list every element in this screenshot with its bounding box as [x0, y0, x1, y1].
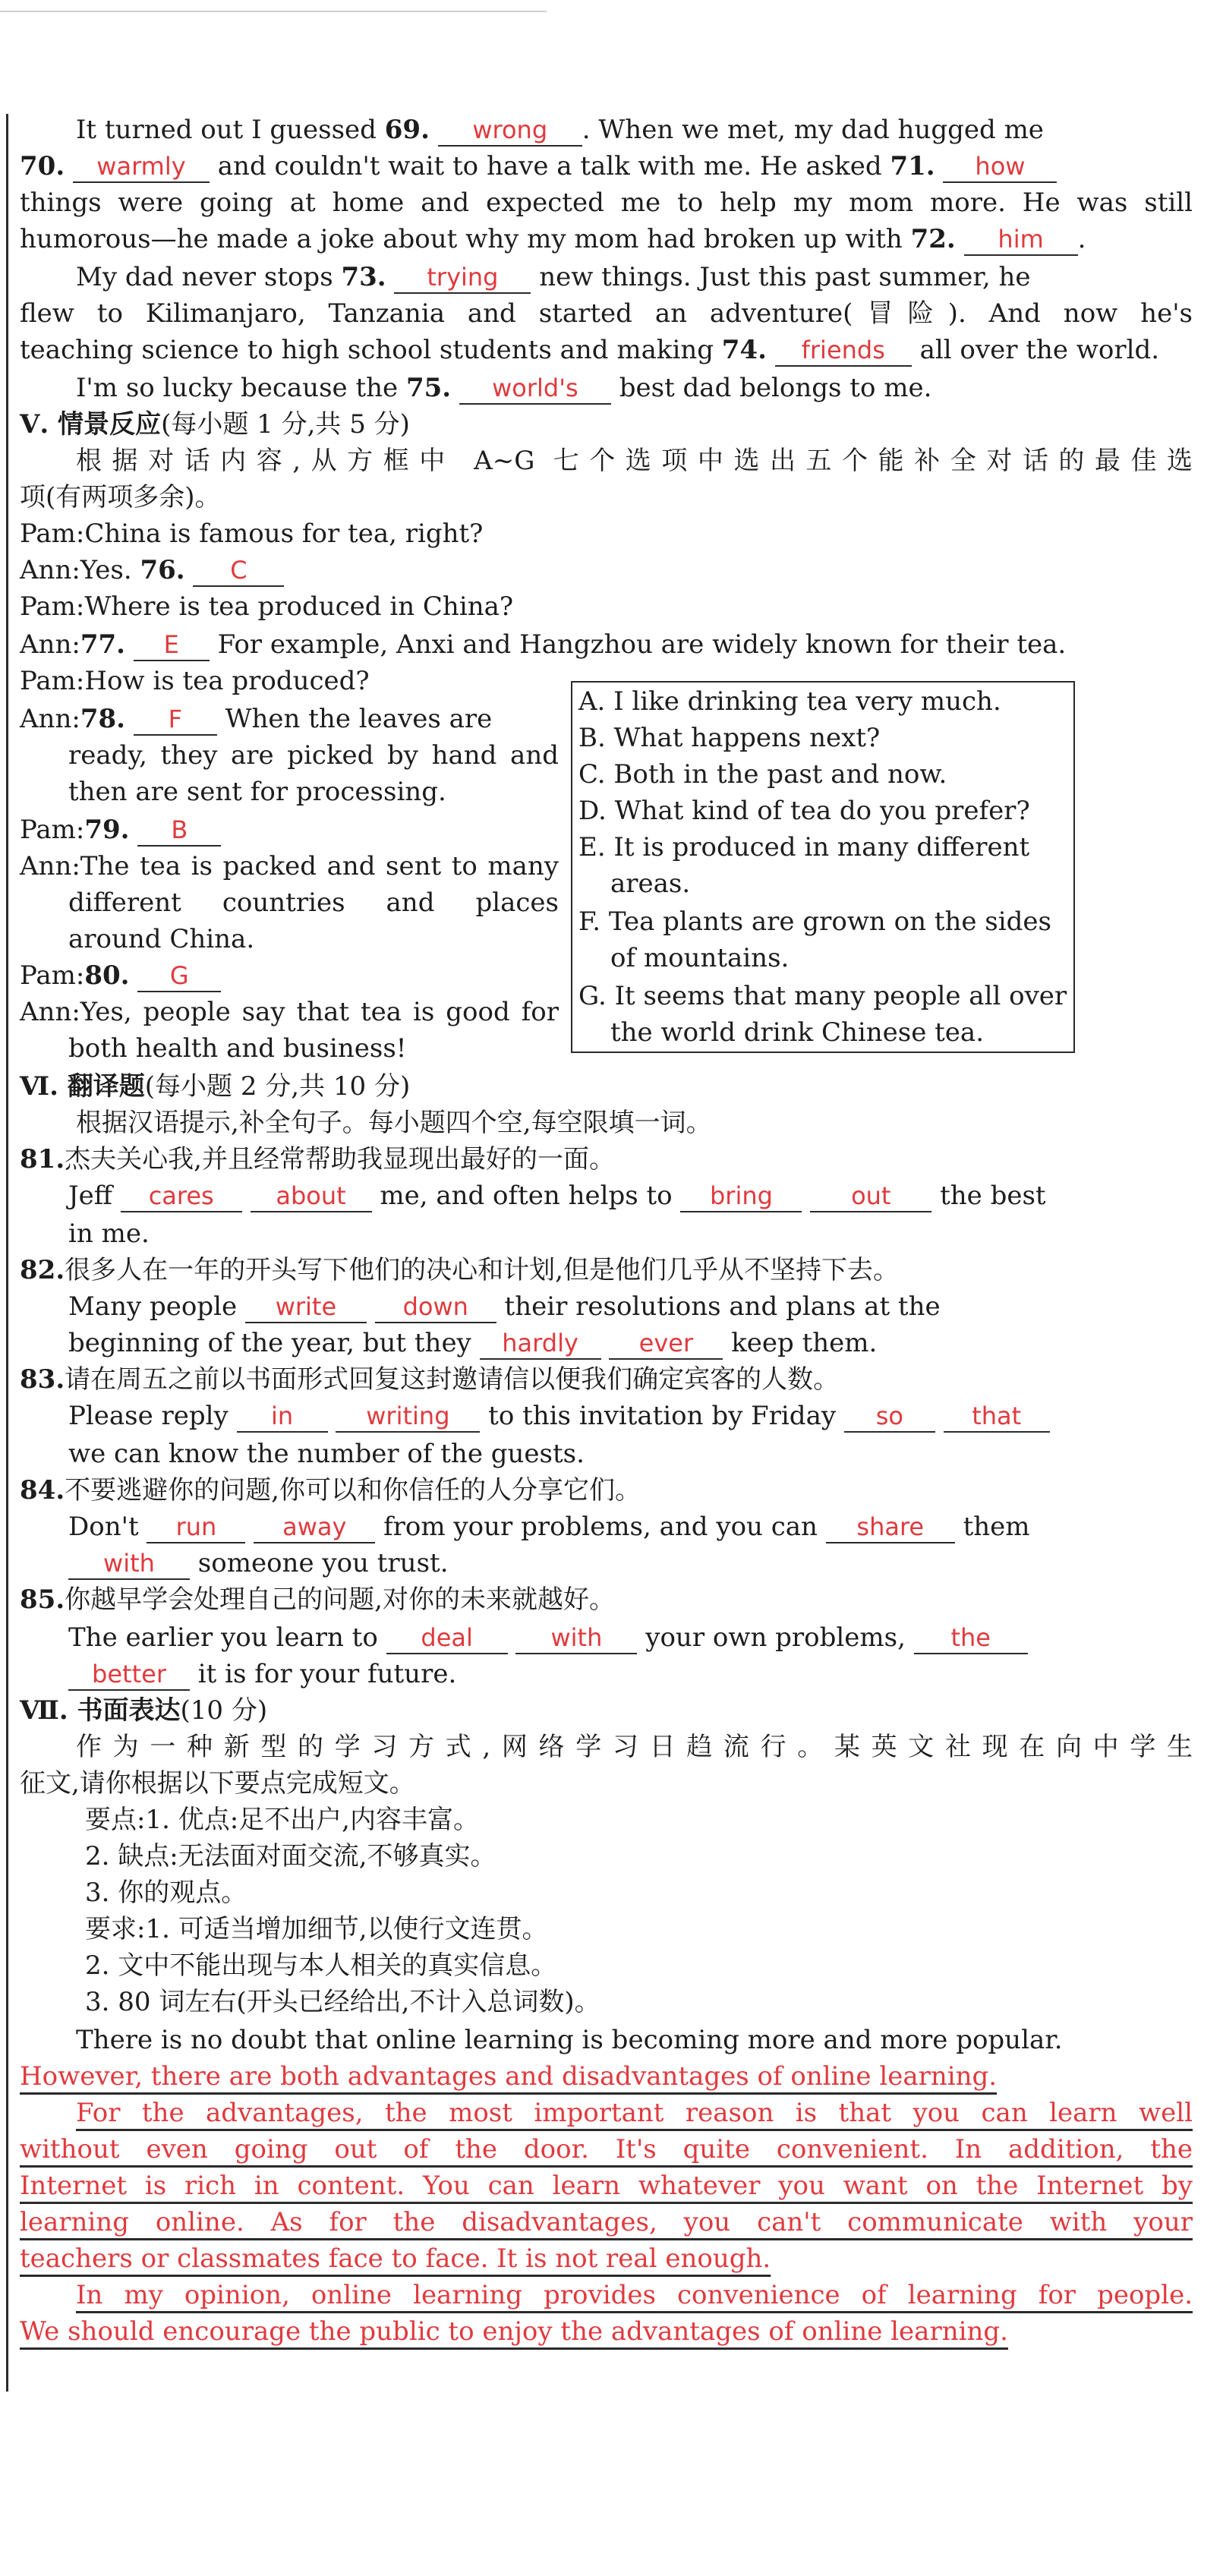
blank-84-3[interactable]: share: [826, 1512, 955, 1543]
blank-84-2[interactable]: away: [254, 1512, 375, 1543]
blank-79[interactable]: B: [137, 815, 221, 847]
blank-69[interactable]: wrong: [438, 115, 582, 147]
blank-72[interactable]: him: [964, 224, 1078, 256]
passage-line-7: teaching science to high school students and making 74. friends all over the world.: [20, 335, 1160, 365]
blank-73[interactable]: trying: [394, 262, 531, 294]
blank-81-4[interactable]: out: [810, 1181, 931, 1212]
section-5-instruction-2: 项(有两项多余)。: [20, 482, 221, 512]
dialogue-line: Pam:80. G: [20, 958, 559, 993]
blank-70[interactable]: warmly: [73, 151, 210, 183]
q85-prompt: 85.你越早学会处理自己的问题,对你的未来就越好。: [20, 1584, 615, 1615]
section-5-heading: Ⅴ. 情景反应(每小题 1 分,共 5 分): [20, 409, 410, 440]
q84-line-2: with someone you trust.: [68, 1546, 1193, 1581]
dialogue-line: Ann:Yes, people say that tea is good for: [20, 997, 559, 1027]
option-f-cont: of mountains.: [610, 943, 790, 973]
blank-83-3[interactable]: so: [844, 1401, 935, 1433]
dialogue-line: Ann:78. F When the leaves are: [20, 704, 493, 734]
q84-prompt: 84.不要逃避你的问题,你可以和你信任的人分享它们。: [20, 1475, 641, 1506]
q85-line-2: better it is for your future.: [68, 1657, 1193, 1692]
blank-81-3[interactable]: bring: [680, 1181, 802, 1212]
essay-line: In my opinion, online learning provides convenience of learning for people.: [76, 2280, 1193, 2310]
options-box: [571, 681, 1075, 1053]
blank-85-1[interactable]: deal: [386, 1622, 508, 1654]
section-6-heading: Ⅵ. 翻译题(每小题 2 分,共 10 分): [20, 1071, 411, 1102]
essay-line: We should encourage the public to enjoy the advantages of online learning.: [20, 2316, 1008, 2347]
blank-82-1[interactable]: write: [245, 1291, 367, 1323]
dialogue-line: Pam:China is famous for tea, right?: [20, 519, 484, 549]
q82-line-1: Many people write down their resolutions and plans at the: [68, 1291, 941, 1322]
section-5-instruction-1: 根据对话内容,从方框中 A~G 七个选项中选出五个能补全对话的最佳选: [76, 446, 1193, 476]
blank-83-4[interactable]: that: [944, 1401, 1050, 1433]
blank-82-2[interactable]: down: [375, 1291, 496, 1323]
essay-line: Internet is rich in content. You can learn whatever you want on the Internet by: [20, 2171, 1193, 2201]
dialogue-line: both health and business!: [68, 1033, 407, 1064]
q83-line-2: we can know the number of the guests.: [68, 1439, 585, 1469]
option-e: E. It is produced in many different: [578, 832, 1030, 862]
passage-line-5: My dad never stops 73. trying new things. Just this past summer, he: [76, 262, 1031, 292]
dialogue-line: around China.: [68, 924, 255, 954]
dialogue-line: Pam:79. B: [20, 812, 559, 847]
blank-75[interactable]: world's: [459, 373, 611, 405]
key-point-2: 2. 缺点:无法面对面交流,不够真实。: [85, 1841, 496, 1871]
section-7-heading: Ⅶ. 书面表达(10 分): [20, 1695, 268, 1726]
blank-74[interactable]: friends: [775, 335, 912, 367]
blank-84-4[interactable]: with: [68, 1548, 190, 1580]
section-6-instruction: 根据汉语提示,补全句子。每小题四个空,每空限填一词。: [76, 1108, 712, 1138]
key-point-3: 3. 你的观点。: [85, 1878, 247, 1908]
passage-line-8: I'm so lucky because the 75. world's best dad belongs to me.: [76, 373, 932, 403]
dialogue-line: Ann:77. E For example, Anxi and Hangzhou are widely known for their tea.: [20, 629, 1067, 660]
option-b: B. What happens next?: [578, 723, 881, 753]
passage-line-3: things were going at home and expected me to help my mom more. He was still: [20, 188, 1193, 218]
essay-line: without even going out of the door. It's quite convenient. In addition, the: [20, 2134, 1193, 2165]
essay-line: learning online. As for the disadvantages, you can't communicate with your: [20, 2207, 1193, 2237]
option-d: D. What kind of tea do you prefer?: [578, 796, 1030, 826]
q82-prompt: 82.很多人在一年的开头写下他们的决心和计划,但是他们几乎从不坚持下去。: [20, 1255, 899, 1285]
blank-77[interactable]: E: [134, 629, 210, 661]
passage-line-1: It turned out I guessed 69. wrong . When we met, my dad hugged me: [76, 115, 1044, 145]
dialogue-line: Ann:The tea is packed and sent to many: [20, 851, 559, 881]
q81-prompt: 81.杰夫关心我,并且经常帮助我显现出最好的一面。: [20, 1144, 615, 1174]
q81-line-2: in me.: [68, 1219, 150, 1249]
blank-82-3[interactable]: hardly: [480, 1328, 601, 1360]
option-a: A. I like drinking tea very much.: [578, 686, 1001, 717]
dialogue-line: different countries and places: [68, 888, 559, 918]
blank-80[interactable]: G: [137, 960, 221, 992]
dialogue-line: then are sent for processing.: [68, 777, 446, 807]
blank-84-1[interactable]: run: [147, 1512, 245, 1543]
left-margin-rule: [6, 114, 8, 2392]
essay-opening: There is no doubt that online learning is becoming more and more popular.: [76, 2025, 1063, 2055]
requirement-1: 要求:1. 可适当增加细节,以使行文连贯。: [85, 1914, 548, 1944]
blank-78[interactable]: F: [134, 704, 217, 736]
passage-line-2: 70. warmly and couldn't wait to have a talk with me. He asked 71. how: [20, 149, 1193, 184]
essay-line: For the advantages, the most important reason is that you can learn well: [76, 2098, 1193, 2128]
blank-81-1[interactable]: cares: [121, 1181, 242, 1212]
requirement-2: 2. 文中不能出现与本人相关的真实信息。: [85, 1950, 557, 1981]
q83-prompt: 83.请在周五之前以书面形式回复这封邀请信以便我们确定宾客的人数。: [20, 1364, 840, 1395]
key-point-1: 要点:1. 优点:足不出户,内容丰富。: [85, 1805, 479, 1835]
blank-81-2[interactable]: about: [251, 1181, 372, 1212]
option-g: G. It seems that many people all over: [578, 981, 1067, 1011]
essay-line: However, there are both advantages and disadvantages of online learning.: [20, 2061, 998, 2092]
essay-line: teachers or classmates face to face. It is not real enough.: [20, 2243, 771, 2274]
q85-line-1: The earlier you learn to deal with your own problems, the: [68, 1620, 1193, 1655]
passage-line-4: humorous—he made a joke about why my mom had broken up with 72. him .: [20, 224, 1086, 254]
q83-line-1: Please reply in writing to this invitation by Friday so that: [68, 1398, 1193, 1433]
option-c: C. Both in the past and now.: [578, 759, 947, 790]
option-f: F. Tea plants are grown on the sides: [578, 906, 1051, 937]
option-e-cont: areas.: [610, 869, 691, 899]
blank-83-1[interactable]: in: [237, 1401, 328, 1433]
blank-83-2[interactable]: writing: [336, 1401, 480, 1433]
blank-76[interactable]: C: [193, 555, 284, 587]
blank-85-3[interactable]: the: [914, 1622, 1028, 1654]
blank-85-4[interactable]: better: [68, 1659, 190, 1691]
q81-line-1: Jeff cares about me, and often helps to bring out the best: [68, 1181, 1046, 1211]
dialogue-line: Pam:How is tea produced?: [20, 666, 370, 696]
passage-line-6: flew to Kilimanjaro, Tanzania and started an adventure(冒险). And now he's: [20, 298, 1193, 329]
dialogue-line: Ann:Yes. 76. C: [20, 553, 1193, 588]
section-7-prompt-2: 征文,请你根据以下要点完成短文。: [20, 1768, 415, 1799]
dialogue-line: Pam:Where is tea produced in China?: [20, 591, 514, 622]
option-g-cont: the world drink Chinese tea.: [610, 1017, 985, 1048]
blank-85-2[interactable]: with: [515, 1622, 637, 1654]
section-7-prompt-1: 作为一种新型的学习方式,网络学习日趋流行。某英文社现在向中学生: [76, 1732, 1193, 1762]
q84-line-1: Don't run away from your problems, and you can share them: [68, 1512, 1030, 1542]
q82-line-2: beginning of the year, but they hardly ever keep them.: [68, 1328, 878, 1358]
dialogue-line: ready, they are picked by hand and: [68, 740, 559, 771]
requirement-3: 3. 80 词左右(开头已经给出,不计入总词数)。: [85, 1987, 600, 2017]
blank-71[interactable]: how: [943, 151, 1057, 183]
blank-82-4[interactable]: ever: [609, 1328, 723, 1360]
top-divider: [0, 11, 547, 12]
